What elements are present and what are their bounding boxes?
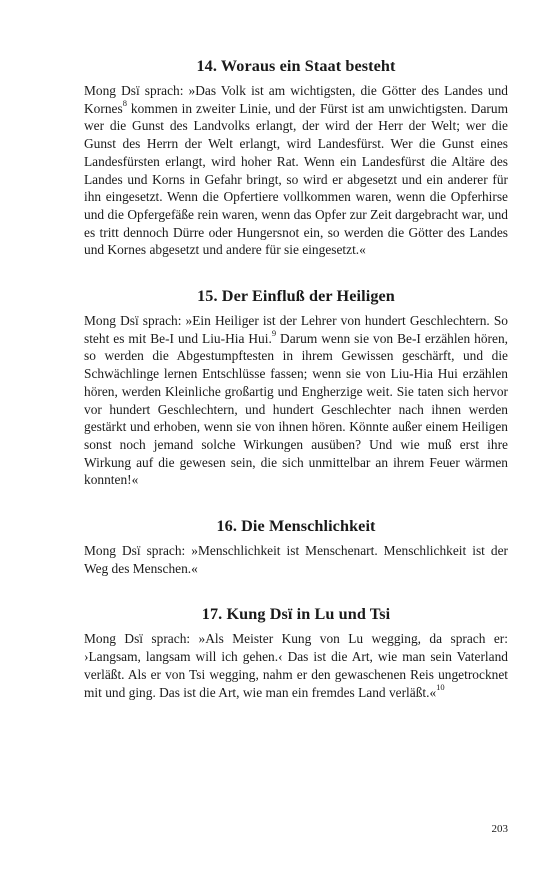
section-15 — [84, 286, 508, 489]
footnote-marker: 10 — [436, 682, 445, 693]
text-part: Mong Dsï sprach: »Als Meister Kung von Lu wegging, da sprach er: ›Langsam, langsam will ich gehen.‹ Das ist die Art, wie man sein Vaterland verläßt. Als er von Tsi wegging, nahm er den gewaschenen Reis ungetrocknet mit und ging. Das ist die Art, wie man ein fremdes Land verläßt.« — [84, 631, 508, 700]
text-part: Mong Dsï sprach: »Das Volk ist am wichtigsten, die Götter des Landes und Kornes — [84, 83, 508, 116]
section-title: 15. Der Einfluß der Heiligen — [197, 287, 395, 306]
section-title: 17. Kung Dsï in Lu und Tsi — [201, 605, 391, 624]
section-title: 14. Woraus ein Staat besteht — [196, 57, 396, 75]
section-17 — [84, 604, 508, 701]
page-number: 203 — [491, 823, 508, 835]
section-14 — [84, 56, 508, 259]
text-part: Mong Dsï sprach: »Ein Heiliger ist der Lehrer von hundert Geschlechtern. So steht es mit Be-I und Liu-Hia Hui. — [84, 313, 508, 346]
section-title: 16. Die Menschlichkeit — [216, 517, 376, 536]
footnote-marker: 8 — [122, 98, 127, 109]
section-text — [84, 630, 508, 701]
text-part: kommen in zweiter Linie, und der Fürst ist am unwichtigsten. Darum wer die Gunst des Landvolks erlangt, der wird der Herr der Welt; wer die Gunst des Herrn der Welt erlangt, wird Landesfürst. Wer die Gunst eines Landesfürsten erlangt, wird hoher Rat. Wenn ein Landesfürst die Altäre des Landes und Korns in Gefahr bringt, so wird er abgesetzt und ein anderer für ihn eingesetzt. Wenn die Opfertiere vollkommen waren, wenn die Opferhirse und die Opfergefäße rein waren, wenn das Opfer zur Zeit dargebracht war, und es tritt dennoch Dürre oder Hungersnot ein, so werden die Götter des Landes und Kornes abgesetzt und andere für sie eingesetzt.« — [84, 100, 508, 258]
section-text — [84, 542, 508, 577]
text-part: Mong Dsï sprach: »Menschlichkeit ist Menschenart. Menschlichkeit ist der Weg des Menschen.« — [84, 543, 508, 576]
book-page — [84, 56, 508, 701]
footnote-marker: 9 — [271, 328, 277, 339]
section-16 — [84, 516, 508, 577]
section-text — [84, 312, 508, 489]
section-text — [84, 82, 508, 259]
text-part: Darum wenn sie von Be-I erzählen hören, so werden die Abgestumpftesten in ihrem Gewissen geschärft, und die Schwächlinge lernen Entschlüsse fassen; wenn sie von Liu-Hia Hui erzählen hören, werden Kleinliche großartig und Engherzige weit. Sie taten sich hervor vor hundert Geschlechtern, und hundert Geschlechter nach ihnen werden gestärkt und erhoben, wenn sie von ihnen hören. Könnte außer einem Heiligen sonst noch jemand solche Wirkungen ausüben? Und wie muß erst ihre Wirkung auf die gewesen sein, die sich unmittelbar an ihrem Feuer wärmen konnten!« — [84, 330, 508, 488]
